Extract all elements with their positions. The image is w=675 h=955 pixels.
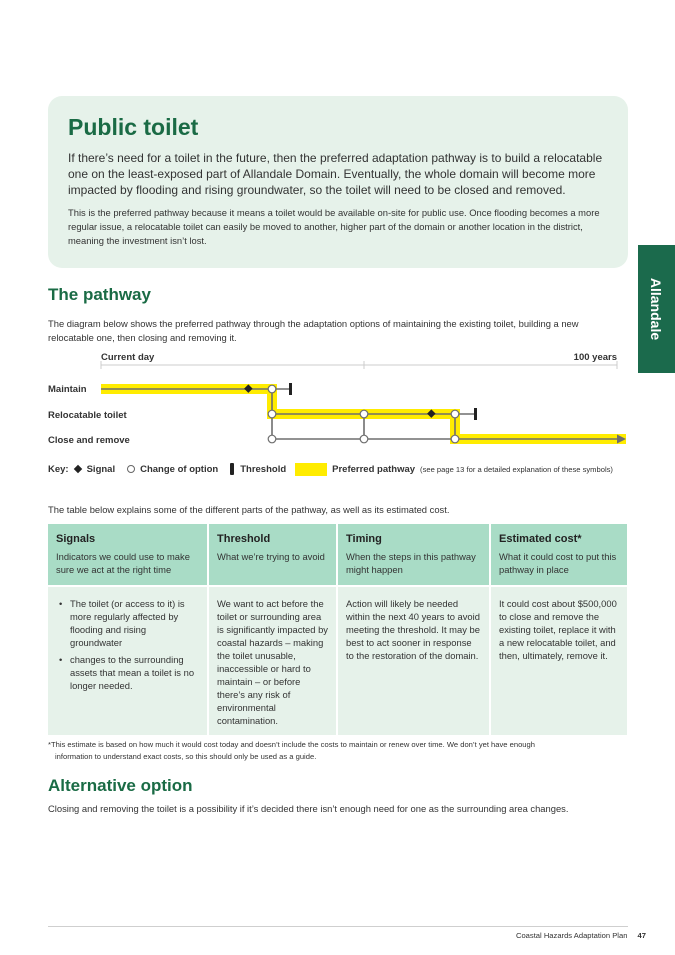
table-row (48, 585, 627, 735)
section-side-tab (638, 245, 675, 373)
key-threshold-label: Threshold (240, 463, 287, 475)
change-circle-icon (127, 465, 135, 473)
threshold-marker (474, 408, 477, 420)
footer-divider (48, 926, 628, 927)
timeline-end-label: 100 years (573, 352, 617, 363)
page-number: 47 (637, 931, 646, 940)
header-subtitle: When the steps in this pathway might happen (346, 551, 476, 575)
pathway-diagram (48, 348, 638, 453)
header-title: Threshold (217, 533, 271, 545)
header-signals (48, 524, 209, 585)
threshold-bar-icon (230, 463, 234, 475)
header-subtitle: What we’re trying to avoid (217, 551, 325, 562)
key-label: Key: (48, 463, 69, 475)
header-subtitle: Indicators we could use to make sure we act at the right time (56, 551, 190, 575)
key-preferred-label: Preferred pathway (332, 463, 416, 475)
pathway-description: The diagram below shows the preferred pathway through the adaptation options of maintaining the existing toilet, building a new relocatable one, then closing and removing it. (48, 318, 579, 343)
header-timing (338, 524, 491, 585)
header-title: Signals (56, 533, 96, 545)
pathway-heading: The pathway (48, 285, 151, 304)
footnote-line: *This estimate is based on how much it would cost today and doesn’t include the costs to maintain or renew over time. We don’t yet have enough (48, 740, 535, 749)
intro-box (48, 96, 628, 268)
signal-diamond-icon (73, 465, 81, 473)
threshold-marker (289, 383, 292, 395)
header-title: Estimated cost* (499, 533, 582, 545)
row-label-relocatable: Relocatable toilet (48, 410, 127, 421)
cell-signals (48, 585, 209, 735)
intro-body-paragraph: This is the preferred pathway because it means a toilet would be available on-site for public use. Once flooding becomes a more regular issue, a relocatable toilet can easily be moved to another, higher part of the domain or another location in the district, meaning the investment isn’t lost. (68, 207, 600, 246)
timeline-start-label: Current day (101, 352, 155, 363)
key-change-label: Change of option (140, 463, 219, 475)
row-label-close-remove: Close and remove (48, 435, 130, 446)
page-title: Public toilet (68, 114, 199, 140)
cell-timing: Action will likely be needed within the next 40 years to avoid meeting the threshold. It may be best to act sooner in response to the restoration of the domain. (338, 585, 491, 735)
preferred-pathway-swatch (295, 463, 327, 476)
table-header-row (48, 524, 627, 585)
key-signal-label: Signal (86, 463, 116, 475)
row-label-maintain: Maintain (48, 384, 87, 395)
header-estimated-cost (491, 524, 627, 585)
alternative-heading: Alternative option (48, 776, 193, 795)
diagram-key (48, 461, 638, 477)
footnote-line: information to understand exact costs, so this should only be used as a guide. (55, 752, 317, 761)
signals-list (56, 597, 199, 692)
key-note: (see page 13 for a detailed explanation of these symbols) (420, 464, 613, 474)
side-tab-label: Allandale (648, 277, 665, 341)
pathway-table (48, 524, 627, 735)
page-footer (516, 931, 646, 940)
cell-cost: It could cost about $500,000 to close and remove the existing toilet, replace it with a new relocatable toilet, and then, ultimately, remove it. (491, 585, 627, 735)
table-intro: The table below explains some of the different parts of the pathway, as well as its estimated cost. (48, 504, 450, 515)
header-threshold (209, 524, 338, 585)
cell-threshold: We want to act before the toilet or surrounding area is significantly impacted by coastal hazards – making the toilet unusable, inaccessible or hard to maintain – or before there’s any risk of environmental contamination. (209, 585, 338, 735)
alternative-text: Closing and removing the toilet is a possibility if it’s decided there isn’t enough need for one as the surrounding area changes. (48, 803, 569, 814)
header-subtitle: What it could cost to put this pathway in place (499, 551, 617, 575)
footer-doc-title: Coastal Hazards Adaptation Plan (515, 931, 628, 940)
signal-item: • changes to the surrounding assets that mean a toilet is no longer needed. (56, 653, 199, 692)
intro-lead-paragraph: If there’s need for a toilet in the future, then the preferred adaptation pathway is to build a relocatable one on the least-exposed part of Allandale Domain. Eventually, the whole domain will become more impacted by flooding and rising groundwater, so the toilet will need to be closed and removed. (68, 151, 603, 197)
cost-footnote (48, 739, 628, 763)
signal-item: • The toilet (or access to it) is more regularly affected by flooding and rising groundwater (56, 597, 199, 649)
header-title: Timing (346, 533, 382, 545)
